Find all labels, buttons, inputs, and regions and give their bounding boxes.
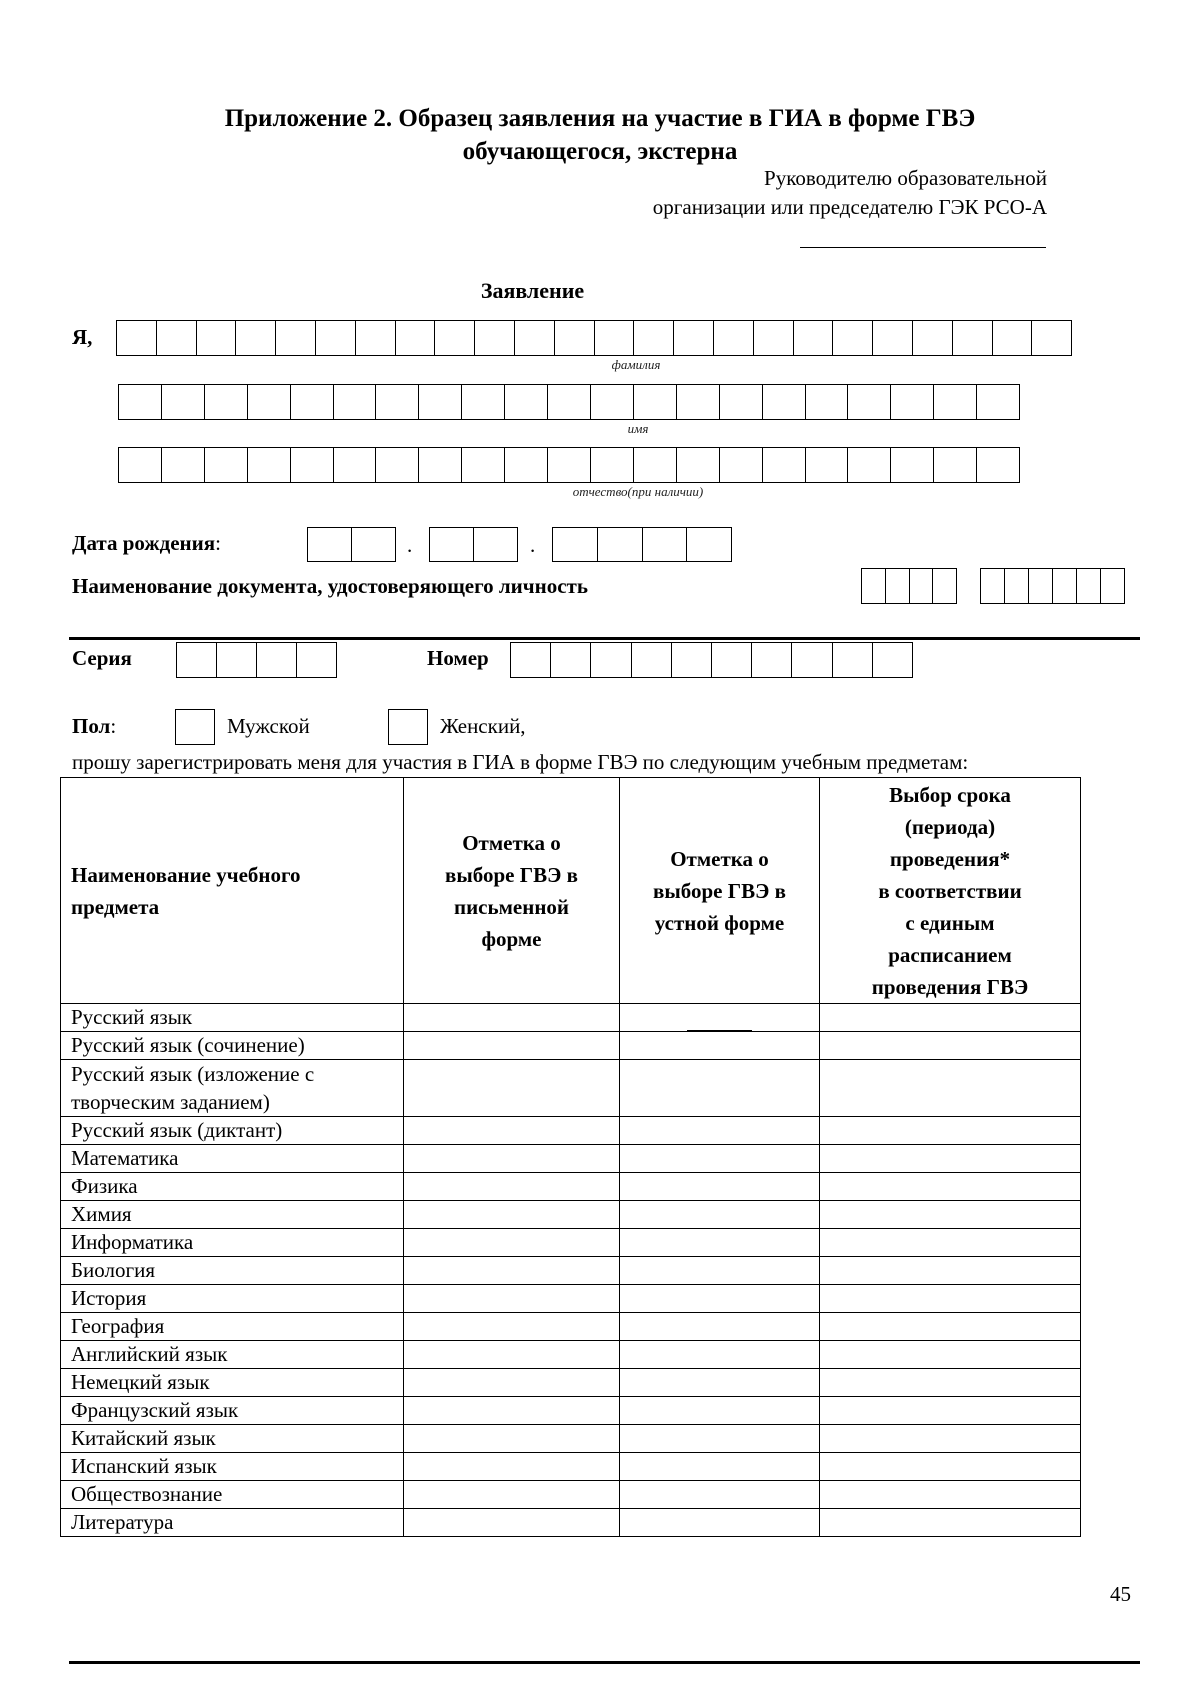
number-digit-box[interactable]: [752, 643, 792, 677]
period-choice-cell[interactable]: [820, 1004, 1081, 1032]
id-document-char-box[interactable]: [1053, 569, 1077, 603]
surname-char-box[interactable]: [833, 321, 873, 355]
oral-form-cell[interactable]: [620, 1369, 820, 1397]
appendix-title-line2: обучающегося, экстерна: [462, 138, 738, 165]
patronymic-char-box[interactable]: [205, 448, 248, 482]
appendix-title-line1: Приложение 2. Образец заявления на участие в ГИА в форме ГВЭ: [224, 105, 976, 132]
subject-name: Литература: [61, 1509, 404, 1537]
header-period-choice: [820, 778, 1081, 1004]
subject-name: География: [61, 1313, 404, 1341]
table-row: [61, 1369, 1081, 1397]
header-line: выборе ГВЭ в: [653, 878, 786, 903]
written-form-cell[interactable]: [404, 1453, 620, 1481]
id-document-boxes-right[interactable]: [980, 568, 1125, 604]
patronymic-char-box[interactable]: [848, 448, 891, 482]
header-line: устной форме: [654, 910, 785, 935]
number-label: Номер: [427, 646, 489, 670]
gender-male-checkbox[interactable]: [175, 709, 215, 745]
firstname-char-box[interactable]: [848, 385, 891, 419]
table-row: [61, 1341, 1081, 1369]
firstname-char-box[interactable]: [891, 385, 934, 419]
header-line: с единым: [905, 910, 995, 935]
surname-char-box[interactable]: [595, 321, 635, 355]
firstname-char-box[interactable]: [505, 385, 548, 419]
gender-female-label: Женский,: [440, 714, 526, 738]
number-digit-box[interactable]: [712, 643, 752, 677]
header-line: предмета: [71, 894, 160, 919]
surname-char-box[interactable]: [356, 321, 396, 355]
subject-name: Испанский язык: [61, 1453, 404, 1481]
subject-name: Китайский язык: [61, 1425, 404, 1453]
birth-year-digit-box[interactable]: [643, 528, 688, 561]
period-choice-cell[interactable]: [820, 1060, 1081, 1117]
written-form-cell[interactable]: [404, 1032, 620, 1060]
patronymic-char-box[interactable]: [505, 448, 548, 482]
table-row: [61, 1201, 1081, 1229]
written-form-cell[interactable]: [404, 1145, 620, 1173]
surname-char-box[interactable]: [913, 321, 953, 355]
patronymic-char-box[interactable]: [634, 448, 677, 482]
header-line: Наименование учебного: [71, 862, 301, 887]
patronymic-char-box[interactable]: [591, 448, 634, 482]
subject-name: Физика: [61, 1173, 404, 1201]
period-choice-cell[interactable]: [820, 1341, 1081, 1369]
surname-char-box[interactable]: [1032, 321, 1071, 355]
series-label: Серия: [72, 646, 132, 670]
surname-char-box[interactable]: [435, 321, 475, 355]
subject-name: Биология: [61, 1257, 404, 1285]
subjects-table: [60, 777, 1081, 1537]
number-digit-box[interactable]: [632, 643, 672, 677]
table-row: [61, 1313, 1081, 1341]
firstname-char-box[interactable]: [806, 385, 849, 419]
table-row: [61, 1032, 1081, 1060]
firstname-char-box[interactable]: [162, 385, 205, 419]
gender-label: [72, 713, 116, 739]
surname-char-box[interactable]: [873, 321, 913, 355]
series-char-box[interactable]: [257, 643, 297, 677]
patronymic-caption: отчество(при наличии): [572, 484, 704, 499]
surname-char-box[interactable]: [276, 321, 316, 355]
table-row: [61, 1397, 1081, 1425]
number-digit-box[interactable]: [672, 643, 712, 677]
birth-year-boxes[interactable]: [552, 527, 732, 562]
period-choice-cell[interactable]: [820, 1173, 1081, 1201]
oral-form-cell[interactable]: [620, 1004, 820, 1032]
series-boxes[interactable]: [176, 642, 337, 678]
gender-colon: :: [110, 714, 117, 738]
subject-name: [61, 1060, 404, 1117]
number-digit-box[interactable]: [833, 643, 873, 677]
surname-char-box[interactable]: [396, 321, 436, 355]
firstname-char-box[interactable]: [763, 385, 806, 419]
surname-char-box[interactable]: [117, 321, 157, 355]
oral-form-cell[interactable]: [620, 1341, 820, 1369]
firstname-char-box[interactable]: [462, 385, 505, 419]
firstname-char-box[interactable]: [119, 385, 162, 419]
number-digit-box[interactable]: [591, 643, 631, 677]
patronymic-boxes[interactable]: [118, 447, 1020, 483]
gender-female-checkbox[interactable]: [388, 709, 428, 745]
written-form-cell[interactable]: [404, 1257, 620, 1285]
oral-form-cell[interactable]: [620, 1425, 820, 1453]
patronymic-char-box[interactable]: [934, 448, 977, 482]
subject-name: Французский язык: [61, 1397, 404, 1425]
subject-name: Русский язык (диктант): [61, 1117, 404, 1145]
period-choice-cell[interactable]: [820, 1369, 1081, 1397]
surname-char-box[interactable]: [197, 321, 237, 355]
patronymic-char-box[interactable]: [119, 448, 162, 482]
header-line: письменной: [453, 894, 570, 919]
subject-name: Обществознание: [61, 1481, 404, 1509]
id-document-char-box[interactable]: [981, 569, 1005, 603]
firstname-char-box[interactable]: [977, 385, 1019, 419]
patronymic-char-box[interactable]: [720, 448, 763, 482]
subject-name: Немецкий язык: [61, 1369, 404, 1397]
oral-form-cell[interactable]: [620, 1481, 820, 1509]
firstname-char-box[interactable]: [634, 385, 677, 419]
period-choice-cell[interactable]: [820, 1032, 1081, 1060]
patronymic-char-box[interactable]: [419, 448, 462, 482]
birth-day-digit-box[interactable]: [308, 528, 352, 561]
firstname-char-box[interactable]: [248, 385, 291, 419]
written-form-cell[interactable]: [404, 1117, 620, 1145]
subject-name: Информатика: [61, 1229, 404, 1257]
oral-form-cell[interactable]: [620, 1285, 820, 1313]
table-row: [61, 1257, 1081, 1285]
written-form-cell[interactable]: [404, 1509, 620, 1537]
written-form-cell[interactable]: [404, 1425, 620, 1453]
firstname-char-box[interactable]: [591, 385, 634, 419]
patronymic-char-box[interactable]: [677, 448, 720, 482]
oral-form-cell[interactable]: [620, 1509, 820, 1537]
header-line: расписанием: [888, 942, 1012, 967]
table-header-row: [61, 778, 1081, 1004]
subject-name: Математика: [61, 1145, 404, 1173]
number-digit-box[interactable]: [551, 643, 591, 677]
period-choice-cell[interactable]: [820, 1313, 1081, 1341]
gender-male-label: Мужской: [227, 714, 310, 738]
surname-char-box[interactable]: [157, 321, 197, 355]
number-digit-box[interactable]: [511, 643, 551, 677]
oral-form-cell[interactable]: [620, 1117, 820, 1145]
firstname-char-box[interactable]: [419, 385, 462, 419]
subject-name: Русский язык (сочинение): [61, 1032, 404, 1060]
firstname-char-box[interactable]: [205, 385, 248, 419]
header-line: форме: [481, 926, 542, 951]
surname-char-box[interactable]: [674, 321, 714, 355]
document-title: Заявление: [480, 278, 585, 303]
patronymic-char-box[interactable]: [977, 448, 1019, 482]
period-choice-cell[interactable]: [820, 1425, 1081, 1453]
id-document-char-box[interactable]: [933, 569, 956, 603]
surname-char-box[interactable]: [993, 321, 1033, 355]
series-char-box[interactable]: [297, 643, 336, 677]
subject-name: Химия: [61, 1201, 404, 1229]
firstname-char-box[interactable]: [548, 385, 591, 419]
id-document-char-box[interactable]: [1005, 569, 1029, 603]
id-document-label: Наименование документа, удостоверяющего личность: [72, 574, 588, 598]
addressee-signature-line: [800, 247, 1046, 248]
number-boxes[interactable]: [510, 642, 913, 678]
patronymic-char-box[interactable]: [291, 448, 334, 482]
written-form-cell[interactable]: [404, 1341, 620, 1369]
firstname-char-box[interactable]: [291, 385, 334, 419]
oral-form-cell[interactable]: [620, 1060, 820, 1117]
gender-label-text: Пол: [72, 714, 111, 738]
table-row: [61, 1229, 1081, 1257]
birth-year-digit-box[interactable]: [598, 528, 643, 561]
birth-month-digit-box[interactable]: [474, 528, 517, 561]
oral-form-cell[interactable]: [620, 1229, 820, 1257]
written-form-cell[interactable]: [404, 1369, 620, 1397]
header-written-form: [404, 778, 620, 1004]
oral-form-cell[interactable]: [620, 1453, 820, 1481]
surname-char-box[interactable]: [714, 321, 754, 355]
header-line: выборе ГВЭ в: [445, 862, 578, 887]
oral-form-cell[interactable]: [620, 1257, 820, 1285]
page-number: 45: [1110, 1582, 1131, 1606]
table-row: [61, 1453, 1081, 1481]
table-row: [61, 1509, 1081, 1537]
firstname-boxes[interactable]: [118, 384, 1020, 420]
table-row: [61, 1004, 1081, 1032]
table-row: [61, 1145, 1081, 1173]
surname-caption: фамилия: [611, 357, 661, 372]
written-form-cell[interactable]: [404, 1229, 620, 1257]
written-form-cell[interactable]: [404, 1060, 620, 1117]
id-document-char-box[interactable]: [1029, 569, 1053, 603]
birth-date-separator: .: [407, 533, 413, 557]
written-form-cell[interactable]: [404, 1397, 620, 1425]
surname-boxes[interactable]: [116, 320, 1072, 356]
table-row: [61, 1060, 1081, 1117]
request-text: прошу зарегистрировать меня для участия в ГИА в форме ГВЭ по следующим учебным предметам:: [72, 750, 969, 774]
period-choice-cell[interactable]: [820, 1397, 1081, 1425]
id-document-char-box[interactable]: [1101, 569, 1124, 603]
surname-char-box[interactable]: [794, 321, 834, 355]
surname-char-box[interactable]: [754, 321, 794, 355]
period-choice-cell[interactable]: [820, 1257, 1081, 1285]
oral-form-cell[interactable]: [620, 1397, 820, 1425]
patronymic-char-box[interactable]: [162, 448, 205, 482]
subject-name: Английский язык: [61, 1341, 404, 1369]
surname-char-box[interactable]: [555, 321, 595, 355]
header-line: проведения ГВЭ: [871, 974, 1029, 999]
birth-year-digit-box[interactable]: [687, 528, 731, 561]
surname-char-box[interactable]: [475, 321, 515, 355]
id-document-char-box[interactable]: [886, 569, 910, 603]
written-form-cell[interactable]: [404, 1201, 620, 1229]
written-form-cell[interactable]: [404, 1285, 620, 1313]
birth-date-label: [72, 530, 221, 556]
patronymic-char-box[interactable]: [462, 448, 505, 482]
birth-date-label-text: Дата рождения: [72, 531, 216, 555]
period-choice-cell[interactable]: [820, 1201, 1081, 1229]
patronymic-char-box[interactable]: [548, 448, 591, 482]
firstname-char-box[interactable]: [934, 385, 977, 419]
written-form-cell[interactable]: [404, 1173, 620, 1201]
table-row: [61, 1173, 1081, 1201]
series-char-box[interactable]: [217, 643, 257, 677]
subject-name-line: Русский язык (изложение с: [71, 1062, 315, 1086]
header-line: проведения*: [889, 846, 1011, 871]
birth-month-boxes[interactable]: [429, 527, 518, 562]
patronymic-char-box[interactable]: [891, 448, 934, 482]
oral-form-cell[interactable]: [620, 1313, 820, 1341]
firstname-char-box[interactable]: [677, 385, 720, 419]
header-line: Выбор срока: [889, 782, 1011, 807]
addressee-line1: Руководителю образовательной: [764, 166, 1047, 190]
subject-name: История: [61, 1285, 404, 1313]
subject-name: Русский язык: [61, 1004, 404, 1032]
oral-form-cell[interactable]: [620, 1201, 820, 1229]
period-choice-cell[interactable]: [820, 1453, 1081, 1481]
birth-day-boxes[interactable]: [307, 527, 396, 562]
firstname-char-box[interactable]: [334, 385, 377, 419]
birth-year-digit-box[interactable]: [553, 528, 598, 561]
firstname-char-box[interactable]: [376, 385, 419, 419]
surname-char-box[interactable]: [316, 321, 356, 355]
period-choice-cell[interactable]: [820, 1229, 1081, 1257]
oral-form-cell[interactable]: [620, 1173, 820, 1201]
header-subject-name: [61, 778, 404, 1004]
birth-month-digit-box[interactable]: [430, 528, 474, 561]
oral-form-cell[interactable]: [620, 1032, 820, 1060]
oral-form-cell[interactable]: [620, 1145, 820, 1173]
patronymic-char-box[interactable]: [334, 448, 377, 482]
surname-char-box[interactable]: [634, 321, 674, 355]
id-document-boxes-left[interactable]: [861, 568, 957, 604]
table-row: [61, 1285, 1081, 1313]
patronymic-char-box[interactable]: [248, 448, 291, 482]
subject-name-line: творческим заданием): [71, 1090, 270, 1114]
addressee-line2: организации или председателю ГЭК РСО-А: [652, 195, 1047, 219]
header-line: (периода): [904, 814, 996, 839]
oral-form-mark: [687, 1030, 752, 1031]
table-row: [61, 1481, 1081, 1509]
surname-char-box[interactable]: [236, 321, 276, 355]
patronymic-char-box[interactable]: [376, 448, 419, 482]
written-form-cell[interactable]: [404, 1004, 620, 1032]
header-line: в соответствии: [878, 878, 1022, 903]
surname-char-box[interactable]: [515, 321, 555, 355]
period-choice-cell[interactable]: [820, 1285, 1081, 1313]
birth-day-digit-box[interactable]: [352, 528, 395, 561]
id-document-char-box[interactable]: [862, 569, 886, 603]
firstname-caption: имя: [627, 421, 649, 436]
birth-date-colon: :: [215, 531, 221, 555]
number-digit-box[interactable]: [792, 643, 832, 677]
table-row: [61, 1425, 1081, 1453]
header-oral-form: [620, 778, 820, 1004]
number-digit-box[interactable]: [873, 643, 912, 677]
written-form-cell[interactable]: [404, 1313, 620, 1341]
footer-rule: [69, 1661, 1140, 1664]
name-prefix: Я,: [72, 325, 93, 349]
birth-date-separator: .: [530, 533, 536, 557]
patronymic-char-box[interactable]: [763, 448, 806, 482]
period-choice-cell[interactable]: [820, 1117, 1081, 1145]
written-form-cell[interactable]: [404, 1481, 620, 1509]
period-choice-cell[interactable]: [820, 1509, 1081, 1537]
id-document-char-box[interactable]: [1077, 569, 1101, 603]
id-document-char-box[interactable]: [910, 569, 934, 603]
section-divider: [69, 637, 1140, 640]
firstname-char-box[interactable]: [720, 385, 763, 419]
period-choice-cell[interactable]: [820, 1481, 1081, 1509]
header-line: Отметка о: [462, 830, 561, 855]
patronymic-char-box[interactable]: [806, 448, 849, 482]
period-choice-cell[interactable]: [820, 1145, 1081, 1173]
series-char-box[interactable]: [177, 643, 217, 677]
header-line: Отметка о: [670, 846, 769, 871]
surname-char-box[interactable]: [953, 321, 993, 355]
table-row: [61, 1117, 1081, 1145]
